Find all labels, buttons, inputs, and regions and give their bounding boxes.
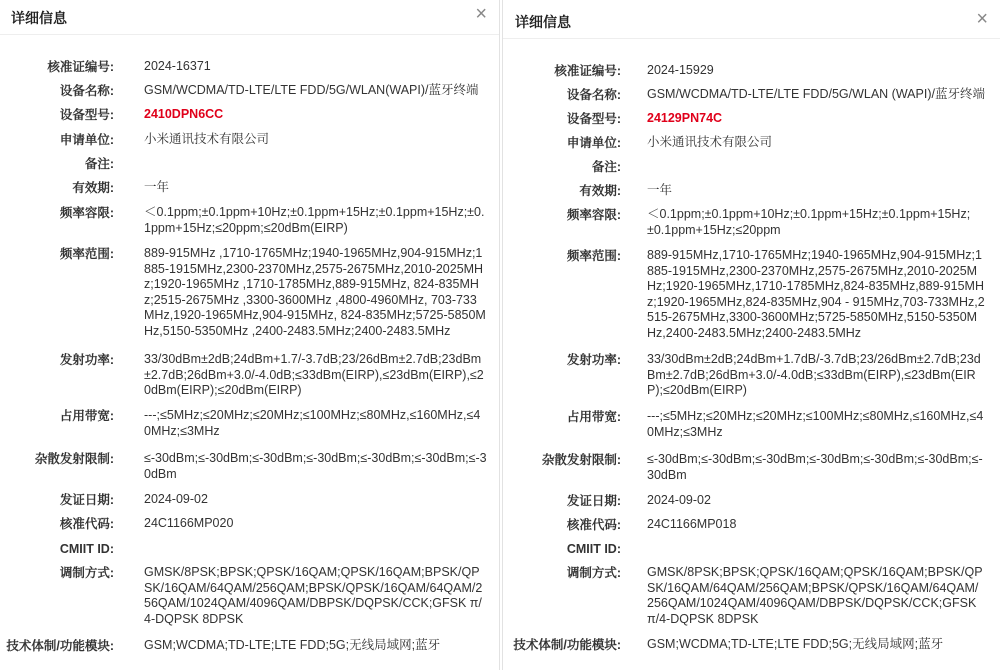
row-label: 核准证编号: — [554, 64, 621, 78]
detail-row-device-model — [0, 107, 499, 123]
row-label: 发射功率: — [59, 353, 114, 367]
row-value — [647, 541, 985, 557]
row-label: 频率范围: — [59, 247, 114, 261]
dialog-header — [503, 0, 1000, 39]
detail-row-frequency-range — [0, 246, 499, 340]
row-value — [647, 159, 985, 175]
row-value: 2024-16371 — [144, 59, 211, 73]
row-label: 频率容限: — [566, 208, 621, 222]
row-value: 2024-15929 — [647, 63, 714, 77]
row-label: 申请单位: — [566, 136, 621, 150]
row-label: 占用带宽: — [566, 410, 621, 424]
row-value: 24C1166MP020 — [144, 516, 234, 530]
row-value: GSM/WCDMA/TD-LTE/LTE FDD/5G/WLAN (WAPI)/蓝牙终端 — [647, 87, 985, 101]
row-label: 杂散发射限制: — [541, 453, 621, 467]
dialog-title: 详细信息 — [11, 10, 67, 26]
detail-row-modulation — [503, 565, 1000, 627]
dialog-header — [0, 0, 499, 35]
close-icon[interactable]: × — [475, 3, 487, 25]
detail-row-occupied-bandwidth — [503, 409, 1000, 440]
detail-row-spurious-emission — [0, 451, 499, 482]
row-label: 发证日期: — [566, 494, 621, 508]
detail-row-applicant — [0, 132, 499, 148]
detail-row-device-model — [503, 111, 1000, 127]
detail-row-validity — [0, 180, 499, 196]
detail-row-frequency-tolerance — [0, 205, 499, 236]
detail-row-frequency-tolerance — [503, 207, 1000, 238]
row-value: 一年 — [647, 183, 673, 197]
row-label: 设备型号: — [59, 108, 114, 122]
row-label: 调制方式: — [566, 566, 621, 580]
row-label: 发证日期: — [59, 493, 114, 507]
detail-row-remarks — [503, 159, 1000, 175]
detail-row-approval-number — [503, 63, 1000, 79]
row-value — [144, 156, 487, 172]
detail-row-transmit-power — [503, 352, 1000, 399]
detail-row-approval-code — [503, 517, 1000, 533]
detail-row-occupied-bandwidth — [0, 408, 499, 439]
detail-row-device-name — [503, 87, 1000, 103]
row-value: 24129PN74C — [647, 111, 723, 125]
row-value: 33/30dBm±2dB;24dBm+1.7dB/-3.7dB;23/26dBm±2.7dB;23dBm±2.7dB;26dBm+3.0/-4.0dB;≤33dBm(EIRP),≤23dBm(EIRP);≤20dBm(EIRP) — [647, 352, 981, 398]
row-value: GMSK/8PSK;BPSK;QPSK/16QAM;QPSK/16QAM;BPSK/QPSK/16QAM/64QAM/256QAM;BPSK/QPSK/16QAM/64QAM/256QAM/1024QAM/4096QAM/DBPSK/DQPSK/CCK;GFSK π/4-DQPSK 8DPSK — [144, 565, 483, 626]
detail-row-modulation — [0, 565, 499, 627]
row-label: 技术体制/功能模块: — [513, 638, 621, 652]
row-value: 2024-09-02 — [144, 492, 208, 506]
detail-row-remarks — [0, 156, 499, 172]
detail-row-approval-number — [0, 59, 499, 75]
row-label: 备注: — [84, 157, 114, 171]
row-value: 889-915MHz,1710-1765MHz;1940-1965MHz,904-915MHz;1885-1915MHz,2300-2370MHz,2575-2675MHz,2010-2025MHz;1920-1965MHz,1710-1785MHz,824-835MHz,889-915MHz;1920-1965MHz,824-835MHz,904 - 915MHz,703-733MHz,2515-2675MHz,3300-3600MHz;5725-5850MHz,5150-5350MHz,2400-2483.5MHz;2400-2483.5MHz — [647, 248, 985, 340]
row-value: GSM;WCDMA;TD-LTE;LTE FDD;5G;无线局域网;蓝牙 — [144, 638, 441, 652]
row-value: GMSK/8PSK;BPSK;QPSK/16QAM;QPSK/16QAM;BPSK/QPSK/16QAM/64QAM/256QAM;BPSK/QPSK/16QAM/64QAM/256QAM/1024QAM/4096QAM/DBPSK/DQPSK/CCK;GFSK π/4-DQPSK 8DPSK — [647, 565, 983, 626]
row-value: GSM;WCDMA;TD-LTE;LTE FDD;5G;无线局域网;蓝牙 — [647, 637, 944, 651]
row-label: 有效期: — [72, 181, 114, 195]
row-label: 申请单位: — [59, 133, 114, 147]
row-label: 有效期: — [579, 184, 621, 198]
row-label: 设备名称: — [59, 84, 114, 98]
row-label: 备注: — [591, 160, 621, 174]
row-value: GSM/WCDMA/TD-LTE/LTE FDD/5G/WLAN(WAPI)/蓝牙终端 — [144, 83, 479, 97]
row-value: ---;≤5MHz;≤20MHz;≤20MHz;≤100MHz;≤80MHz,≤160MHz,≤40MHz;≤3MHz — [647, 409, 984, 439]
row-label: 发射功率: — [566, 353, 621, 367]
detail-row-transmit-power — [0, 352, 499, 399]
row-label: 占用带宽: — [59, 409, 114, 423]
detail-row-frequency-range — [503, 248, 1000, 342]
row-value: 33/30dBm±2dB;24dBm+1.7/-3.7dB;23/26dBm±2.7dB;23dBm±2.7dB;26dBm+3.0/-4.0dB;≤33dBm(EIRP),≤23dBm(EIRP),≤20dBm(EIRP);≤20dBm(EIRP) — [144, 352, 484, 398]
row-value: 小米通讯技术有限公司 — [144, 132, 270, 146]
detail-row-validity — [503, 183, 1000, 199]
detail-row-device-name — [0, 83, 499, 99]
row-label: CMIIT ID: — [59, 542, 114, 556]
detail-row-issue-date — [503, 493, 1000, 509]
row-label: 频率容限: — [59, 206, 114, 220]
detail-row-cmiit-id — [503, 541, 1000, 557]
row-label: 杂散发射限制: — [34, 452, 114, 466]
row-value: 2024-09-02 — [647, 493, 711, 507]
row-value: 889-915MHz ,1710-1765MHz;1940-1965MHz,904-915MHz;1885-1915MHz,2300-2370MHz,2575-2675MHz,2010-2025MHz;1920-1965MHz ,1710-1785MHz,889-915MHz, 824-835MHz;2515-2675MHz ,3300-3600MHz ,4800-4960MHz, 703-733MHz,1920-1965MHz,904-915MHz, 824-835MHz;5725-5850MHz,5150-5350MHz ,2400-2483.5MHz;2400-2483.5MHz — [144, 246, 486, 338]
row-value: 一年 — [144, 180, 170, 194]
row-value — [144, 541, 487, 557]
row-value: 小米通讯技术有限公司 — [647, 135, 773, 149]
row-value: ＜0.1ppm;±0.1ppm+10Hz;±0.1ppm+15Hz;±0.1ppm+15Hz;±0.1ppm+15Hz;≤20ppm;≤20dBm(EIRP) — [144, 205, 485, 235]
row-label: 设备名称: — [566, 88, 621, 102]
row-label: CMIIT ID: — [566, 542, 621, 556]
detail-row-technology — [503, 637, 1000, 653]
detail-row-technology — [0, 638, 499, 654]
row-value: ≤-30dBm;≤-30dBm;≤-30dBm;≤-30dBm;≤-30dBm;≤-30dBm;≤-30dBm — [647, 452, 983, 482]
row-value: ---;≤5MHz;≤20MHz;≤20MHz;≤100MHz;≤80MHz,≤160MHz,≤40MHz;≤3MHz — [144, 408, 481, 438]
detail-row-cmiit-id — [0, 541, 499, 557]
detail-row-issue-date — [0, 492, 499, 508]
row-label: 核准证编号: — [47, 60, 114, 74]
close-icon[interactable]: × — [976, 8, 988, 30]
row-label: 频率范围: — [566, 249, 621, 263]
row-label: 设备型号: — [566, 112, 621, 126]
detail-row-applicant — [503, 135, 1000, 151]
detail-row-spurious-emission — [503, 452, 1000, 483]
detail-dialog-right — [502, 0, 1000, 670]
row-value: 2410DPN6CC — [144, 107, 224, 121]
row-value: 24C1166MP018 — [647, 517, 737, 531]
row-label: 调制方式: — [59, 566, 114, 580]
row-label: 核准代码: — [566, 518, 621, 532]
row-value: ≤-30dBm;≤-30dBm;≤-30dBm;≤-30dBm;≤-30dBm;≤-30dBm;≤-30dBm — [144, 451, 487, 481]
detail-row-approval-code — [0, 516, 499, 532]
row-value: ＜0.1ppm;±0.1ppm+10Hz;±0.1ppm+15Hz;±0.1ppm+15Hz;±0.1ppm+15Hz;≤20ppm — [647, 207, 971, 237]
row-label: 核准代码: — [59, 517, 114, 531]
dialog-title: 详细信息 — [515, 14, 571, 30]
row-label: 技术体制/功能模块: — [6, 639, 114, 653]
